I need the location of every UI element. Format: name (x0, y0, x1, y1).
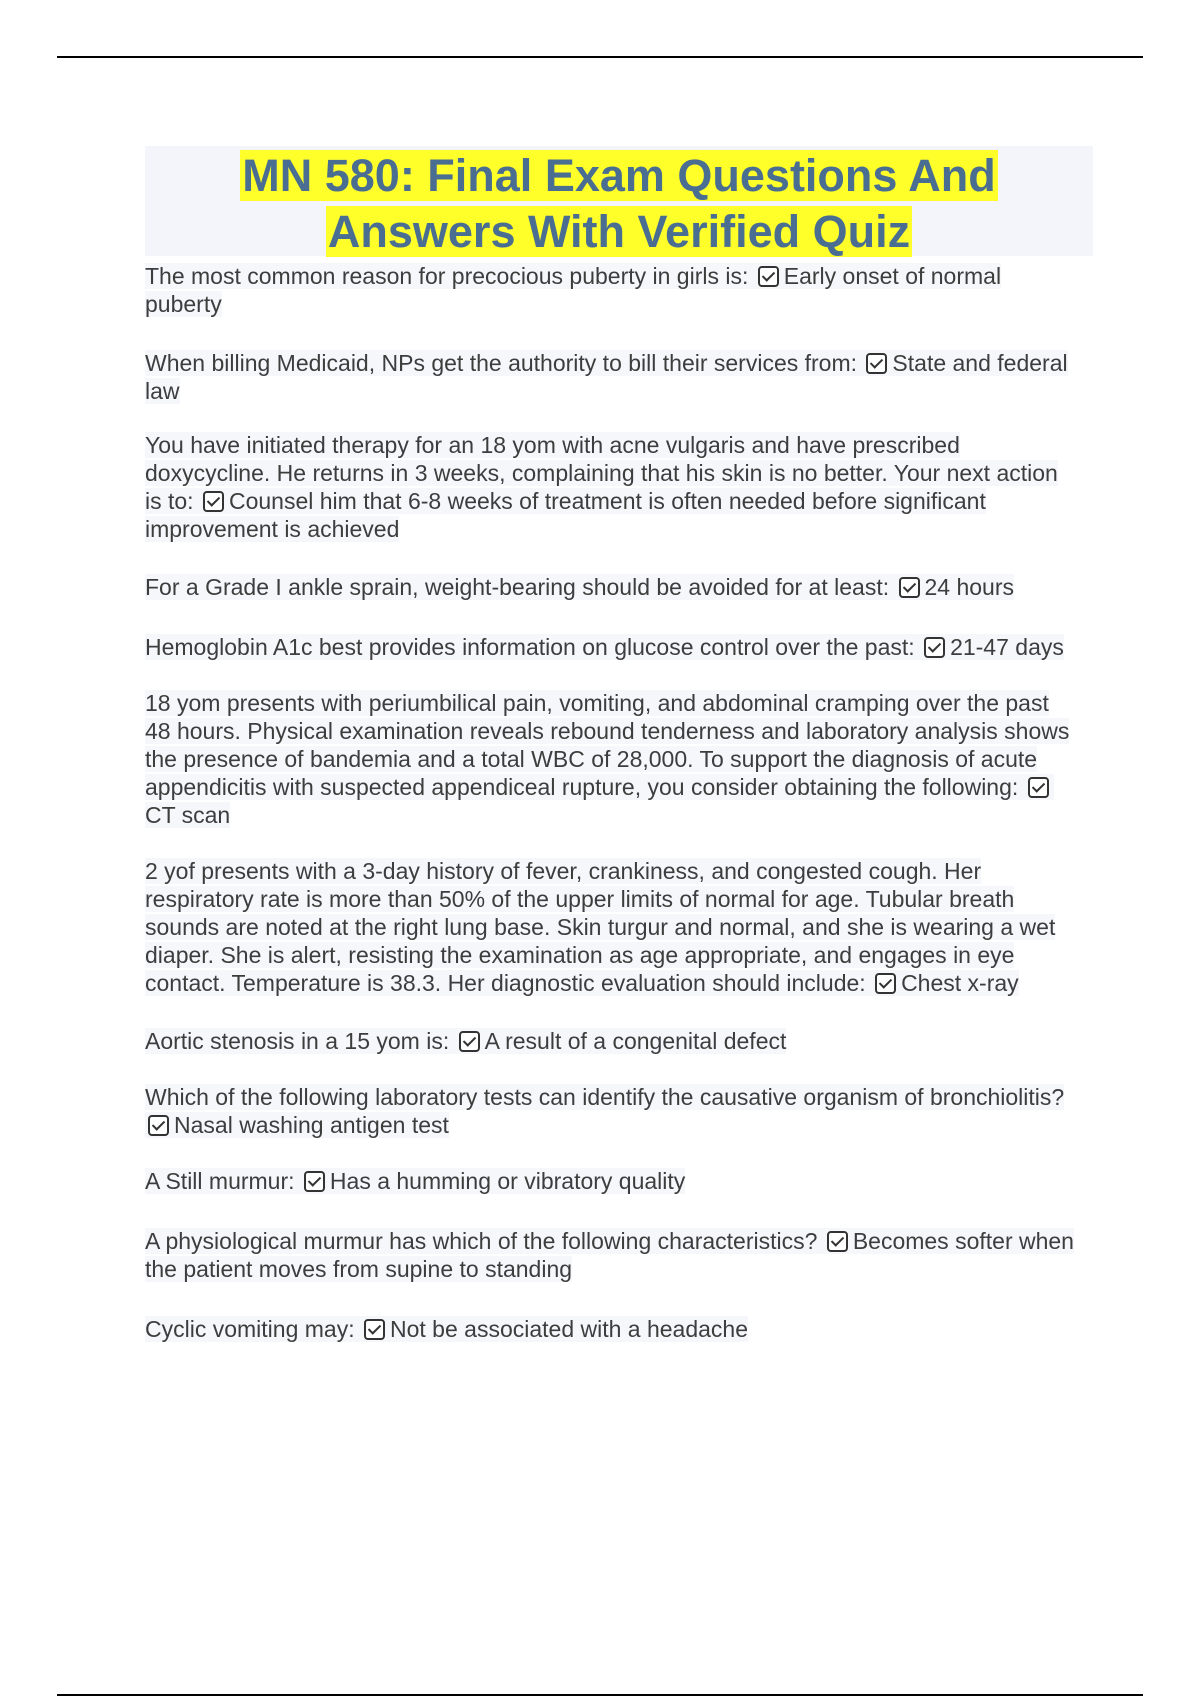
checkbox-checked-icon (1028, 777, 1049, 798)
question-text: When billing Medicaid, NPs get the authority to bill their services from: (145, 350, 858, 376)
question-text: Hemoglobin A1c best provides information on glucose control over the past: (145, 634, 915, 660)
qa-item (145, 633, 1075, 661)
question-text: Aortic stenosis in a 15 yom is: (145, 1028, 450, 1054)
answer-text: Nasal washing antigen test (174, 1112, 449, 1138)
title-block (145, 146, 1093, 256)
answer-text: Becomes softer when the patient moves from supine to standing (145, 1228, 1074, 1282)
answer-text: Has a humming or vibratory quality (329, 1168, 686, 1194)
answer-text: State and federal law (145, 350, 1068, 404)
qa-item (145, 349, 1075, 405)
qa-item (145, 573, 1075, 601)
title-line-2: Answers With Verified Quiz (327, 206, 911, 257)
header-rule (57, 56, 1143, 58)
answer-text: Not be associated with a headache (390, 1316, 749, 1342)
checkbox-checked-icon (758, 266, 779, 287)
question-text: A physiological murmur has which of the following characteristics? (145, 1228, 818, 1254)
checkbox-checked-icon (148, 1115, 169, 1136)
answer-text: A result of a congenital defect (484, 1028, 787, 1054)
qa-item (145, 262, 1075, 318)
footer-rule (57, 1694, 1143, 1696)
checkbox-checked-icon (875, 973, 896, 994)
qa-item (145, 1315, 1075, 1343)
answer-text: Chest x-ray (901, 970, 1019, 996)
checkbox-checked-icon (203, 491, 224, 512)
checkbox-checked-icon (459, 1031, 480, 1052)
qa-item (145, 689, 1075, 829)
qa-item (145, 1167, 1075, 1195)
qa-list (145, 262, 1075, 1343)
title-line-1: MN 580: Final Exam Questions And (242, 150, 996, 201)
question-text: Cyclic vomiting may: (145, 1316, 355, 1342)
checkbox-checked-icon (899, 577, 920, 598)
checkbox-checked-icon (827, 1231, 848, 1252)
checkbox-checked-icon (924, 637, 945, 658)
checkbox-checked-icon (866, 353, 887, 374)
qa-item (145, 1227, 1075, 1283)
question-text: You have initiated therapy for an 18 yom with acne vulgaris and have prescribed doxycycline. He returns in 3 weeks, complaining that his skin is no better. Your next action is to: (145, 432, 1058, 514)
question-text: A Still murmur: (145, 1168, 295, 1194)
answer-text: Counsel him that 6-8 weeks of treatment is often needed before significant improvement is achieved (145, 488, 986, 542)
checkbox-checked-icon (364, 1319, 385, 1340)
qa-item (145, 857, 1075, 997)
qa-item (145, 1083, 1075, 1139)
question-text: 18 yom presents with periumbilical pain, vomiting, and abdominal cramping over the past 48 hours. Physical examination reveals rebound tenderness and laboratory analysis shows the presence of bandemia and a total WBC of 28,000. To support the diagnosis of acute appendicitis with suspected appendiceal rupture, you consider obtaining the following: (145, 690, 1070, 800)
question-text: Which of the following laboratory tests can identify the causative organism of bronchiolitis? (145, 1084, 1065, 1110)
answer-text: Early onset of normal puberty (145, 263, 1002, 317)
qa-item (145, 431, 1075, 543)
question-text: The most common reason for precocious puberty in girls is: (145, 263, 749, 289)
answer-text: 24 hours (924, 574, 1015, 600)
qa-item (145, 1027, 1075, 1055)
page-title (145, 146, 1093, 260)
answer-text: CT scan (145, 802, 231, 828)
answer-text: 21-47 days (950, 634, 1064, 660)
question-text: 2 yof presents with a 3-day history of fever, crankiness, and congested cough. Her respiratory rate is more than 50% of the upper limits of normal for age. Tubular breath sounds are noted at the right lung base. Skin turgur and normal, and she is wearing a wet diaper. She is alert, resisting the examination as age appropriate, and engages in eye contact. Temperature is 38.3. Her diagnostic evaluation should include: (145, 858, 1056, 996)
question-text: For a Grade I ankle sprain, weight-bearing should be avoided for at least: (145, 574, 890, 600)
checkbox-checked-icon (304, 1171, 325, 1192)
